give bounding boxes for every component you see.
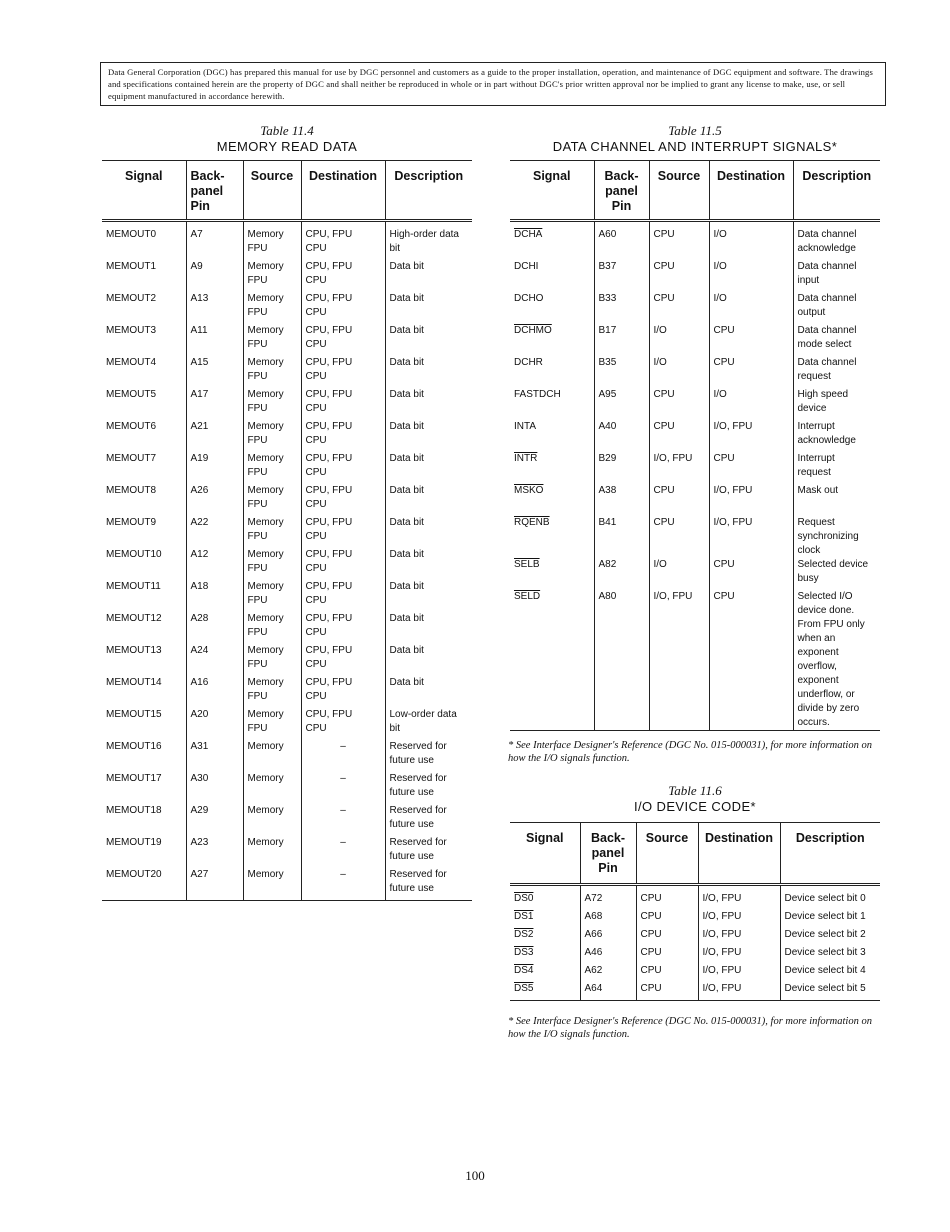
cell-signal: FASTDCH [514,389,561,400]
cell-description: Data bit [385,580,472,612]
table-row [102,836,472,868]
table-row [510,356,880,388]
cell-source: Memory FPU [243,484,301,516]
cell-pin: A29 [186,804,243,836]
cell-signal: DS2 [514,929,534,940]
cell-destination: CPU [709,356,793,388]
table-row [102,516,472,548]
cell-destination: CPU, FPU CPU [301,388,385,420]
cell-pin: A18 [186,580,243,612]
header-signal: Signal [510,161,594,221]
header-pin: Back- panel Pin [594,161,649,221]
cell-signal: RQENB [514,517,550,528]
table-row [102,708,472,740]
table-title: DATA CHANNEL AND INTERRUPT SIGNALS* [552,139,838,154]
table-title: MEMORY READ DATA [216,139,358,154]
cell-destination: I/O, FPU [698,928,780,946]
cell-pin: B33 [594,292,649,324]
cell-source: Memory FPU [243,676,301,708]
cell-description: Data bit [385,292,472,324]
table-row [510,946,880,964]
cell-source: CPU [636,928,698,946]
cell-source: Memory FPU [243,644,301,676]
cell-source: CPU [649,420,709,452]
cell-source: Memory FPU [243,388,301,420]
table-row [510,260,880,292]
cell-source: CPU [636,964,698,982]
cell-description: Selected I/O device done. From FPU only when an exponent overflow, exponent underflow, or divide by zero occurs. [793,590,880,731]
cell-source: Memory FPU [243,708,301,740]
cell-source: CPU [649,516,709,558]
cell-destination: I/O, FPU [698,910,780,928]
cell-source: Memory FPU [243,420,301,452]
cell-source: Memory [243,868,301,901]
cell-pin: A24 [186,644,243,676]
cell-source: Memory [243,836,301,868]
table-header-row [510,161,880,221]
table-number: Table 11.6 [668,783,722,798]
table-row [102,644,472,676]
cell-description: High speed device [793,388,880,420]
table-row [102,324,472,356]
cell-signal: MEMOUT0 [106,229,156,240]
cell-destination: I/O, FPU [698,885,780,911]
table-row [510,292,880,324]
table-row [102,260,472,292]
cell-description: Low-order data bit [385,708,472,740]
cell-source: Memory [243,772,301,804]
cell-destination: CPU, FPU CPU [301,452,385,484]
cell-description: High-order data bit [385,221,472,261]
table-row [510,910,880,928]
cell-pin: A20 [186,708,243,740]
copyright-notice: Data General Corporation (DGC) has prepared this manual for use by DGC personnel and customers as a guide to the proper installation, operation, and maintenance of DGC equipment and software. The drawings and specifications contained herein are the property of DGC and shall neither be reproduced in whole or in part without DGC's prior written approval nor be implied to grant any license to make, use, or sell equipment manufactured in accordance herewith. [100,62,886,106]
cell-description: Interrupt acknowledge [793,420,880,452]
cell-pin: A17 [186,388,243,420]
cell-pin: B41 [594,516,649,558]
cell-destination: CPU, FPU CPU [301,221,385,261]
table-row [510,484,880,516]
table-row [510,590,880,731]
cell-source: I/O [649,356,709,388]
cell-pin: A62 [580,964,636,982]
cell-pin: A31 [186,740,243,772]
cell-source: Memory [243,740,301,772]
cell-signal: DS0 [514,893,534,904]
cell-source: Memory FPU [243,221,301,261]
table-row [510,420,880,452]
cell-signal: MEMOUT16 [106,741,162,752]
cell-source: I/O [649,324,709,356]
table-row [510,885,880,911]
cell-destination: – [301,740,385,772]
cell-signal: MEMOUT13 [106,645,162,656]
cell-destination: CPU, FPU CPU [301,260,385,292]
cell-signal: MEMOUT17 [106,773,162,784]
cell-pin: A68 [580,910,636,928]
cell-description: Data bit [385,484,472,516]
cell-signal: MEMOUT11 [106,581,161,592]
header-source: Source [636,823,698,885]
cell-signal: MEMOUT12 [106,613,162,624]
cell-pin: A15 [186,356,243,388]
header-destination: Destination [301,161,385,221]
cell-description: Data bit [385,356,472,388]
table-row [102,676,472,708]
header-description: Description [385,161,472,221]
cell-pin: B29 [594,452,649,484]
cell-signal: MEMOUT7 [106,453,156,464]
cell-source: Memory FPU [243,292,301,324]
cell-pin: B17 [594,324,649,356]
cell-description: Reserved for future use [385,772,472,804]
cell-signal: MEMOUT10 [106,549,162,560]
cell-description: Device select bit 5 [780,982,880,1001]
cell-destination: CPU [709,452,793,484]
cell-source: Memory [243,804,301,836]
cell-destination: CPU, FPU CPU [301,420,385,452]
table-row [102,356,472,388]
cell-destination: CPU [709,324,793,356]
cell-description: Data bit [385,644,472,676]
cell-pin: A19 [186,452,243,484]
table-row [102,484,472,516]
table-row [510,388,880,420]
cell-destination: CPU, FPU CPU [301,356,385,388]
cell-pin: B37 [594,260,649,292]
cell-signal: DCHR [514,357,543,368]
io-device-code-table [510,822,880,1001]
cell-destination: CPU, FPU CPU [301,324,385,356]
cell-description: Data bit [385,324,472,356]
cell-pin: B35 [594,356,649,388]
header-source: Source [243,161,301,221]
cell-destination: CPU, FPU CPU [301,580,385,612]
cell-source: CPU [649,221,709,261]
cell-destination: I/O [709,260,793,292]
cell-pin: A7 [186,221,243,261]
cell-signal: DS4 [514,965,534,976]
cell-description: Interrupt request [793,452,880,484]
cell-description: Data bit [385,260,472,292]
cell-destination: I/O, FPU [709,484,793,516]
cell-signal: MEMOUT1 [106,261,156,272]
table-row [102,388,472,420]
table-row [510,452,880,484]
cell-description: Device select bit 4 [780,964,880,982]
cell-signal: MEMOUT2 [106,293,156,304]
cell-pin: A12 [186,548,243,580]
cell-source: CPU [636,885,698,911]
cell-source: Memory FPU [243,548,301,580]
cell-description: Device select bit 3 [780,946,880,964]
table-header-row [510,823,880,885]
cell-description: Data bit [385,452,472,484]
cell-description: Mask out [793,484,880,516]
table-11-4-caption [102,123,472,155]
cell-destination: I/O, FPU [709,516,793,558]
cell-destination: – [301,868,385,901]
cell-pin: A38 [594,484,649,516]
cell-description: Reserved for future use [385,740,472,772]
header-description: Description [793,161,880,221]
cell-description: Device select bit 2 [780,928,880,946]
cell-destination: CPU, FPU CPU [301,484,385,516]
header-destination: Destination [709,161,793,221]
cell-destination: I/O, FPU [709,420,793,452]
cell-destination: CPU [709,558,793,590]
cell-signal: MEMOUT15 [106,709,162,720]
cell-signal: MEMOUT4 [106,357,156,368]
header-description: Description [780,823,880,885]
cell-source: CPU [649,484,709,516]
cell-description: Data channel output [793,292,880,324]
table-number: Table 11.5 [668,123,722,138]
cell-pin: A28 [186,612,243,644]
cell-signal: DS1 [514,911,534,922]
cell-pin: A60 [594,221,649,261]
cell-description: Data channel request [793,356,880,388]
cell-source: CPU [636,946,698,964]
table-header-row [102,161,472,221]
cell-source: CPU [649,292,709,324]
cell-signal: MEMOUT19 [106,837,162,848]
cell-destination: I/O, FPU [698,946,780,964]
cell-destination: – [301,836,385,868]
cell-description: Data channel input [793,260,880,292]
data-channel-interrupt-table [510,160,880,731]
cell-pin: A23 [186,836,243,868]
cell-description: Data channel mode select [793,324,880,356]
cell-destination: I/O, FPU [698,982,780,1001]
cell-destination: I/O [709,292,793,324]
table-11-5-footnote: * See Interface Designer's Reference (DGC No. 015-000031), for more information on how the I/O signals function. [508,740,872,764]
table-row [510,221,880,261]
cell-signal: MEMOUT20 [106,869,162,880]
cell-source: Memory FPU [243,516,301,548]
cell-source: Memory FPU [243,356,301,388]
cell-source: I/O, FPU [649,452,709,484]
cell-description: Data bit [385,548,472,580]
cell-destination: CPU, FPU CPU [301,708,385,740]
cell-description: Data bit [385,676,472,708]
header-signal: Signal [510,823,580,885]
table-row [102,580,472,612]
cell-signal: MSKO [514,485,544,496]
cell-destination: I/O, FPU [698,964,780,982]
cell-description: Data bit [385,388,472,420]
table-row [510,324,880,356]
table-row [510,516,880,558]
table-11-6-caption [510,783,880,815]
cell-source: Memory FPU [243,260,301,292]
header-pin: Back- panel Pin [580,823,636,885]
cell-destination: CPU, FPU CPU [301,612,385,644]
cell-signal: DS5 [514,983,534,994]
cell-pin: A16 [186,676,243,708]
cell-signal: SELB [514,559,540,570]
table-row [510,982,880,1001]
cell-signal: SELD [514,591,541,602]
cell-signal: INTA [514,421,537,432]
cell-source: Memory FPU [243,612,301,644]
cell-source: Memory FPU [243,324,301,356]
table-row [102,804,472,836]
cell-pin: A22 [186,516,243,548]
cell-signal: MEMOUT3 [106,325,156,336]
table-title: I/O DEVICE CODE* [634,799,756,814]
cell-destination: I/O [709,388,793,420]
table-row [510,558,880,590]
cell-description: Data bit [385,516,472,548]
table-row [102,740,472,772]
cell-signal: INTR [514,453,538,464]
cell-description: Reserved for future use [385,836,472,868]
cell-source: CPU [649,388,709,420]
cell-signal: MEMOUT8 [106,485,156,496]
cell-description: Device select bit 0 [780,885,880,911]
cell-destination: CPU, FPU CPU [301,676,385,708]
cell-description: Reserved for future use [385,804,472,836]
cell-destination: CPU, FPU CPU [301,644,385,676]
cell-description: Data bit [385,420,472,452]
cell-pin: A82 [594,558,649,590]
cell-signal: MEMOUT18 [106,805,162,816]
cell-signal: MEMOUT6 [106,421,156,432]
cell-pin: A66 [580,928,636,946]
header-destination: Destination [698,823,780,885]
cell-signal: DCHI [514,261,539,272]
table-row [102,292,472,324]
cell-pin: A30 [186,772,243,804]
cell-destination: CPU, FPU CPU [301,516,385,548]
cell-pin: A11 [186,324,243,356]
cell-pin: A72 [580,885,636,911]
table-row [102,612,472,644]
cell-pin: A9 [186,260,243,292]
cell-signal: DCHO [514,293,544,304]
cell-description: Device select bit 1 [780,910,880,928]
cell-description: Request synchronizing clock [793,516,880,558]
cell-source: CPU [636,910,698,928]
cell-destination: – [301,804,385,836]
cell-destination: CPU [709,590,793,731]
cell-signal: DCHMO [514,325,552,336]
table-number: Table 11.4 [260,123,314,138]
cell-pin: A80 [594,590,649,731]
table-row [102,420,472,452]
table-row [510,964,880,982]
cell-description: Reserved for future use [385,868,472,901]
cell-pin: A64 [580,982,636,1001]
table-row [102,221,472,261]
page-number: 100 [465,1168,485,1183]
header-signal: Signal [102,161,186,221]
cell-source: CPU [636,982,698,1001]
header-source: Source [649,161,709,221]
cell-description: Selected device busy [793,558,880,590]
header-pin: Back- panel Pin [186,161,243,221]
cell-pin: A21 [186,420,243,452]
cell-source: CPU [649,260,709,292]
cell-description: Data bit [385,612,472,644]
cell-pin: A95 [594,388,649,420]
table-row [102,452,472,484]
table-11-6-footnote: * See Interface Designer's Reference (DGC No. 015-000031), for more information on how the I/O signals function. [508,1016,872,1040]
cell-destination: – [301,772,385,804]
cell-destination: CPU, FPU CPU [301,292,385,324]
table-row [102,772,472,804]
table-row [102,548,472,580]
cell-signal: DS3 [514,947,534,958]
cell-pin: A26 [186,484,243,516]
cell-source: Memory FPU [243,452,301,484]
cell-destination: CPU, FPU CPU [301,548,385,580]
cell-signal: MEMOUT14 [106,677,162,688]
cell-pin: A13 [186,292,243,324]
memory-read-data-table [102,160,472,901]
table-row [102,868,472,901]
cell-signal: MEMOUT9 [106,517,156,528]
cell-signal: DCHA [514,229,543,240]
cell-pin: A46 [580,946,636,964]
cell-pin: A27 [186,868,243,901]
cell-source: I/O [649,558,709,590]
cell-signal: MEMOUT5 [106,389,156,400]
cell-source: Memory FPU [243,580,301,612]
cell-pin: A40 [594,420,649,452]
cell-source: I/O, FPU [649,590,709,731]
cell-description: Data channel acknowledge [793,221,880,261]
table-11-5-caption [510,123,880,155]
table-row [510,928,880,946]
cell-destination: I/O [709,221,793,261]
